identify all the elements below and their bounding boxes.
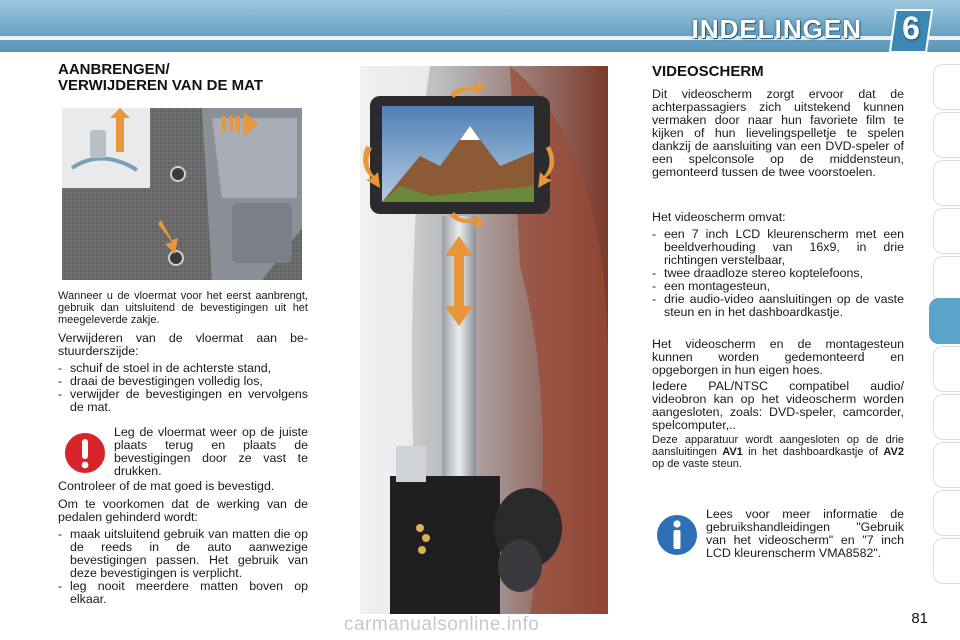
chapter-tab-6-active[interactable]	[929, 298, 960, 344]
chapter-tab-5[interactable]	[933, 256, 960, 302]
list-item: - schuif de stoel in de achterste stand,	[58, 362, 308, 375]
list-item: - een montagesteun,	[652, 280, 904, 293]
check-text: Controleer of de mat goed is bevestigd.	[58, 479, 275, 493]
compat-paragraph: Iedere PAL/NTSC compatibel audio/ videobron kan op het videoscherm worden aangesloten, zoals: DVD-speler, camcorder, spelcomputer,..	[652, 379, 904, 432]
remove-steps-list	[58, 362, 308, 414]
chapter-number: 6	[902, 10, 920, 46]
list-item: - maak uitsluitend gebruik van matten die op de reeds in de auto aanwezige bevestigingen passen. Het gebruik van deze bevestigingen is verplicht.	[58, 528, 308, 580]
section-heading-floor-mat: AANBRENGEN/ VERWIJDEREN VAN DE MAT	[58, 61, 264, 94]
chapter-tab-7[interactable]	[933, 346, 960, 392]
intro-paragraph: Wanneer u de vloermat voor het eerst aanbrengt, gebruik dan uitsluitend de bevestigingen uit het meegeleverde zakje.	[58, 290, 308, 326]
chapter-tab-11[interactable]	[933, 538, 960, 584]
list-item: - leg nooit meerdere matten boven op elkaar.	[58, 580, 308, 606]
page-header	[0, 0, 960, 52]
list-item: - twee draadloze stereo koptelefoons,	[652, 267, 904, 280]
warning-icon	[62, 430, 108, 476]
chapter-tab-4[interactable]	[933, 208, 960, 254]
prevent-steps-list	[58, 528, 308, 606]
watermark: carmanualsonline.info	[344, 614, 540, 635]
includes-list	[652, 228, 904, 319]
list-item: - draai de bevestigingen volledig los,	[58, 375, 308, 388]
video-screen-photo	[360, 66, 608, 614]
prevent-title: Om te voorkomen dat de werking van de pedalen gehinderd wordt:	[58, 497, 308, 524]
detach-paragraph: Het videoscherm en de montagesteun kunnen worden gedemonteerd en opgeborgen in hun eigen hoes.	[652, 337, 904, 377]
includes-title: Het videoscherm omvat:	[652, 210, 786, 224]
chapter-tab-2[interactable]	[933, 112, 960, 158]
list-item: - verwijder de bevestigingen en vervolgens de mat.	[58, 388, 308, 414]
page-title: INDELINGEN	[691, 14, 862, 44]
info-icon	[654, 512, 700, 558]
connect-paragraph: Deze apparatuur wordt aangesloten op de drie aansluitingen AV1 in het dashboardkastje of AV2 op de vaste steun.	[652, 434, 904, 470]
video-intro-paragraph: Dit videoscherm zorgt ervoor dat de achterpassagiers zich uitstekend kunnen vermaken door naar hun favoriete film te kijken of hun lievelingspelletje te spelen dankzij de aansluiting van een DVD-speler of een spelconsole op de middensteun, gemonteerd tussen de twee voorstoelen.	[652, 87, 904, 179]
list-item: - drie audio-video aansluitingen op de vaste steun en in het dashboardkastje.	[652, 293, 904, 319]
section-heading-video-screen: VIDEOSCHERM	[652, 63, 764, 80]
chapter-tab-1[interactable]	[933, 64, 960, 110]
page-number: 81	[911, 610, 928, 627]
chapter-tab-3[interactable]	[933, 160, 960, 206]
av1-label: AV1	[722, 446, 743, 458]
chapter-tab-9[interactable]	[933, 442, 960, 488]
floor-mat-photo	[62, 108, 302, 280]
chapter-tab-8[interactable]	[933, 394, 960, 440]
av2-label: AV2	[883, 446, 904, 458]
floor-mat-illustration	[62, 108, 302, 280]
list-item: - een 7 inch LCD kleurenscherm met een beeldverhouding van 16x9, in drie richtingen verstelbaar,	[652, 228, 904, 267]
video-screen-illustration	[360, 66, 608, 614]
chapter-tab-10[interactable]	[933, 490, 960, 536]
remove-title: Verwijderen van de vloermat aan bestuurderszijde:	[58, 331, 308, 358]
chapter-tabs	[930, 64, 960, 574]
warning-text: Leg de vloermat weer op de juiste plaats terug en plaats de bevestigingen door ze vast te drukken.	[114, 425, 308, 478]
info-text: Lees voor meer informatie de gebruikshandleidingen "Gebruik van het videoscherm" en "7 inch LCD kleurenscherm VMA8582".	[706, 507, 904, 560]
